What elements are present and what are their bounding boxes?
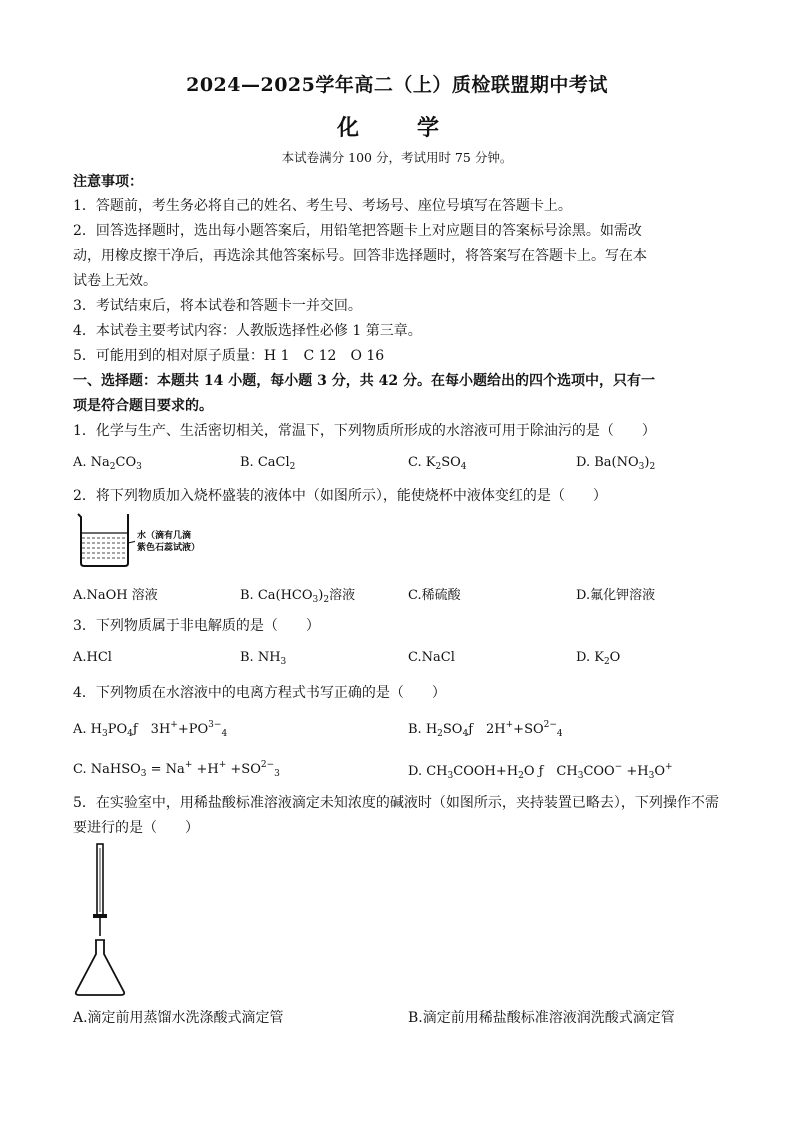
option-text: ) [318,588,324,603]
superscript: 2− [260,760,275,770]
question-2-option-c[interactable]: C.稀硫酸 [408,588,461,603]
note-item-2-line-3: 试卷上无效。 [73,273,157,289]
question-3-option-c[interactable]: C.NaCl [408,650,455,665]
option-text: D. CH [408,764,448,779]
subscript: 3 [312,595,319,605]
note-item-1: 1．答题前，考生务必将自己的姓名、考生号、考场号、座位号填写在答题卡上。 [73,198,572,214]
question-2-option-d[interactable]: D.氟化钾溶液 [576,588,656,603]
subscript: 3 [280,657,287,667]
option-text: ƒ 3H [132,722,171,737]
option-text: +H [622,764,649,779]
question-4-stem: 4．下列物质在水溶液中的电离方程式书写正确的是（ ） [73,685,446,701]
question-5-stem-line-2: 要进行的是（ ） [73,820,199,836]
exam-title: 2024—2025学年高二（上）质检联盟期中考试 [186,74,608,96]
beaker-icon [75,511,135,569]
question-3-option-a[interactable]: A.HCl [73,650,112,665]
titration-apparatus-figure [70,842,140,1002]
subject-title: 化 学 [336,115,457,141]
subscript: 2 [603,657,610,667]
superscript: + [184,760,193,770]
superscript: + [665,762,673,772]
subscript: 3 [648,771,655,781]
subscript: 4 [556,729,563,739]
option-text: +SO [513,722,544,737]
question-5-option-b[interactable]: B.滴定前用稀盐酸标准溶液润洗酸式滴定管 [408,1010,675,1026]
section-heading-line-1: 一、选择题：本题共 14 小题，每小题 3 分，共 42 分。在每小题给出的四个选项中，只有一 [73,373,655,389]
subscript: 2 [109,462,116,472]
superscript: + [505,720,514,730]
option-text: C. K [408,455,436,470]
subscript: 3 [638,462,645,472]
option-text: COOH+H [453,764,519,779]
option-text: SO [442,722,463,737]
note-item-2-line-2: 动，用橡皮擦干净后，再选涂其他答案标号。回答非选择题时，将答案写在答题卡上。写在本 [73,248,647,264]
question-4-option-c[interactable] [73,760,280,779]
option-text: PO [107,722,128,737]
note-item-2-line-1: 2．回答选择题时，选出每小题答案后，用铅笔把答题卡上对应题目的答案标号涂黑。如需改 [73,223,642,239]
question-3-stem: 3．下列物质属于非电解质的是（ ） [73,618,320,634]
question-1-option-b[interactable] [240,455,295,472]
note-item-4: 4．本试卷主要考试内容：人教版选择性必修 1 第三章。 [73,323,422,339]
option-text: O ƒ CH [523,764,578,779]
conical-flask-icon [76,940,124,995]
option-text: SO [441,455,461,470]
subscript: 3 [136,462,142,472]
question-1-stem: 1．化学与生产、生活密切相关，常温下，下列物质所形成的水溶液可用于除油污的是（ ） [73,423,656,439]
note-item-5: 5．可能用到的相对原子质量：H 1 C 12 O 16 [73,348,385,364]
option-text: +PO [177,722,209,737]
option-text: B. NH [240,650,281,665]
beaker-label-line-1: 水（滴有几滴 [137,531,192,541]
question-3-option-b[interactable] [240,650,286,667]
question-4-option-b[interactable] [408,718,563,739]
subscript: 2 [289,462,296,472]
option-text: ) [644,455,650,470]
option-text: (HCO [275,588,313,603]
question-1-option-a[interactable] [73,455,142,472]
option-text: B. CaCl [240,455,290,470]
subscript: 4 [127,729,133,739]
subscript: 3 [140,769,147,779]
question-4-option-a[interactable] [73,718,227,739]
option-text: 溶液 [329,588,356,603]
option-text: COO [583,764,615,779]
option-text: +SO [226,762,261,777]
superscript: − [614,762,623,772]
option-text: B. Ca [240,588,276,603]
question-1-option-c[interactable] [408,455,467,472]
question-5-stem-line-1: 5．在实验室中，用稀盐酸标准溶液滴定未知浓度的碱液时（如图所示，夹持装置已略去），下列操作不需 [73,795,719,811]
note-item-3: 3．考试结束后，将本试卷和答题卡一并交回。 [73,298,362,314]
superscript: 2− [543,720,557,730]
burette-icon [93,844,107,936]
subscript: 2 [518,771,524,781]
exam-info: 本试卷满分 100 分，考试用时 75 分钟。 [281,150,513,165]
subscript: 2 [649,462,656,472]
option-text: ƒ 2H [468,722,506,737]
subscript: 3 [577,771,584,781]
notes-heading: 注意事项： [73,174,143,190]
option-text: A. H [73,722,102,737]
subscript: 3 [447,771,454,781]
question-4-option-d[interactable] [408,760,673,781]
section-heading-line-2: 项是符合题目要求的。 [73,398,213,414]
question-2-option-a[interactable]: A.NaOH 溶液 [73,588,158,603]
superscript: + [170,720,178,730]
question-2-option-b[interactable] [240,584,355,605]
option-text: CO [115,455,137,470]
option-text: D. Ba [576,455,612,470]
option-text: C. NaHSO [73,762,141,777]
subscript: 2 [435,462,442,472]
option-text: D. K [576,650,604,665]
option-text: +H [192,762,219,777]
subscript: 3 [274,769,280,779]
option-text: = Na [146,762,185,777]
subscript: 2 [437,729,443,739]
question-5-option-a[interactable]: A.滴定前用蒸馏水洗涤酸式滴定管 [73,1010,284,1026]
subscript: 4 [460,462,467,472]
option-text: B. H [408,722,438,737]
superscript: 3− [208,720,222,730]
subscript: 4 [462,729,469,739]
question-3-option-d[interactable] [576,650,620,667]
option-text: O [654,764,666,779]
subscript: 3 [102,729,108,739]
question-1-option-d[interactable] [576,455,655,472]
option-text: (NO [611,455,639,470]
beaker-figure [75,511,210,569]
subscript: 2 [323,595,330,605]
option-text: A. Na [73,455,110,470]
option-text: O [609,650,621,665]
question-2-stem: 2．将下列物质加入烧杯盛装的液体中（如图所示），能使烧杯中液体变红的是（ ） [73,488,607,504]
subscript: 4 [221,729,228,739]
beaker-label-line-2: 紫色石蕊试液） [137,543,201,553]
superscript: + [218,760,227,770]
